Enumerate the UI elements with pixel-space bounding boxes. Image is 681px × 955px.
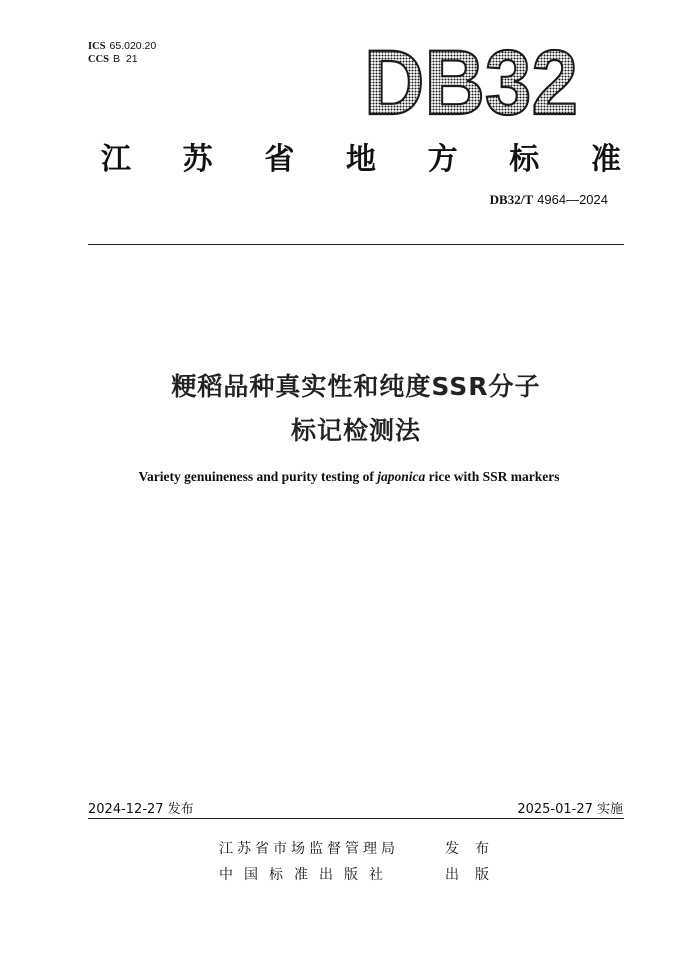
province-standard-title <box>96 134 626 178</box>
english-title-italic: japonica <box>377 469 426 484</box>
province-char: 方 <box>427 142 458 177</box>
english-title <box>88 469 610 485</box>
top-divider <box>88 244 624 245</box>
ics-code <box>88 40 156 53</box>
province-char: 江 <box>101 142 131 177</box>
document-title-line2: 标记检测法 <box>290 416 421 445</box>
issuer-action: 发布 <box>445 841 505 857</box>
ccs-code <box>88 53 156 66</box>
ics-value: 65.020.20 <box>109 40 157 52</box>
document-title-line1: 粳稻品种真实性和纯度SSR分子 <box>171 372 541 401</box>
classification-codes <box>88 40 156 66</box>
province-char: 准 <box>590 142 621 177</box>
ics-label: ICS <box>88 41 106 52</box>
english-title-after: rice with SSR markers <box>425 469 560 484</box>
effective-date: 2025-01-27 实施 <box>517 802 623 817</box>
issue-date: 2024-12-27 发布 <box>88 802 194 817</box>
ccs-label: CCS <box>88 54 110 65</box>
issuer-authority: 江苏省市场监督管理局 <box>219 841 399 857</box>
ccs-value: B 21 <box>113 53 138 65</box>
province-char: 地 <box>345 142 376 177</box>
province-char: 苏 <box>182 142 213 177</box>
standard-code: 4964—2024 <box>537 192 608 207</box>
standard-number <box>490 192 608 208</box>
province-char: 省 <box>264 142 295 177</box>
province-char: 标 <box>509 142 540 177</box>
english-title-before: Variety genuineness and purity testing of <box>138 469 378 484</box>
db32-logo <box>360 36 582 120</box>
bottom-divider <box>88 818 624 819</box>
standard-prefix: DB32/T <box>489 192 534 207</box>
publisher-action: 出版 <box>445 867 505 883</box>
publisher: 中国标准出版社 <box>219 867 394 883</box>
logo-text: DB32 <box>364 36 578 120</box>
